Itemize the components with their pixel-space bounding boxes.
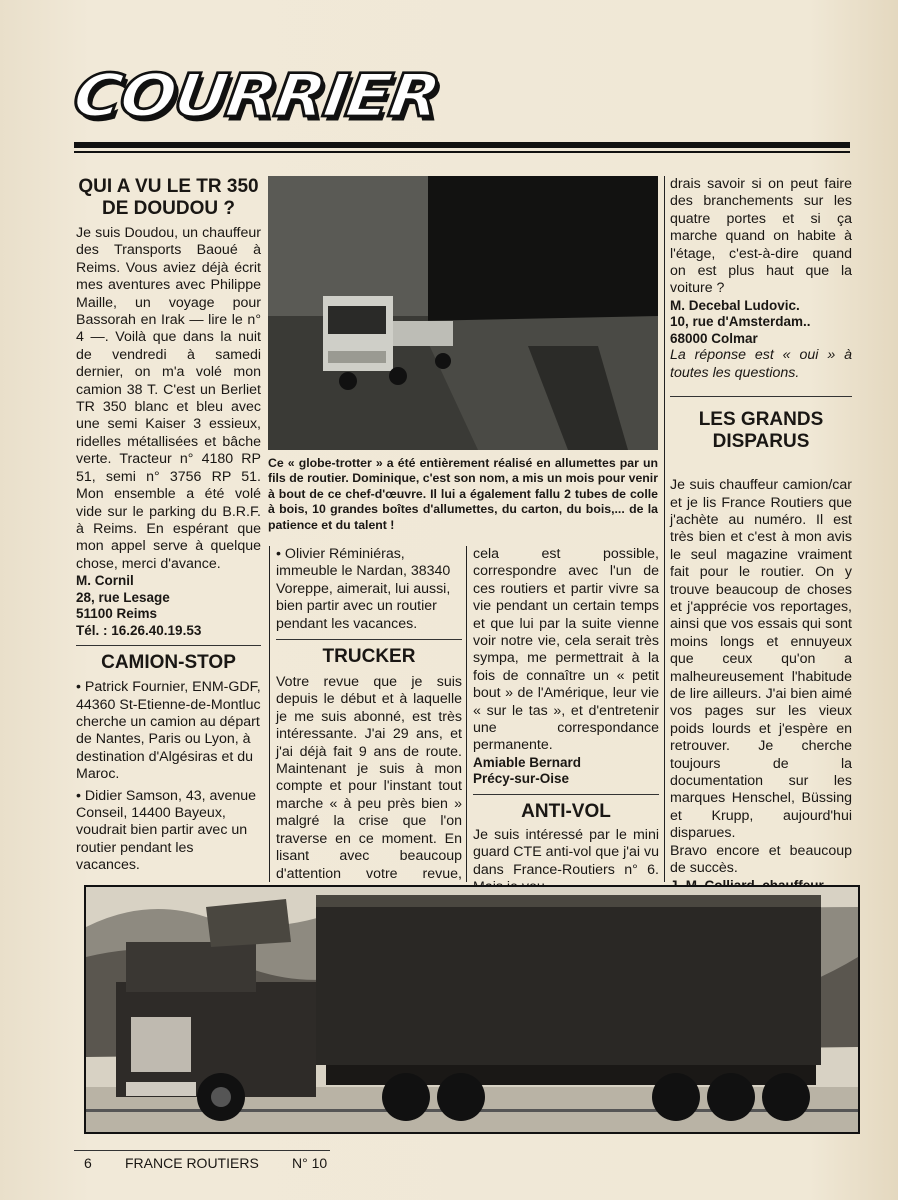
column-3 — [473, 546, 659, 897]
heading-grands-disparus: LES GRANDS DISPARUS — [698, 409, 824, 453]
matchstick-truck-photo — [268, 176, 658, 450]
issue-number: N° 10 — [292, 1155, 328, 1171]
column-2 — [276, 546, 462, 918]
signature-city: 51100 Reims — [76, 606, 158, 622]
signature-name: M. Decebal Ludovic. — [670, 297, 800, 313]
letter-anti-vol: Je suis intéressé par le mini guard CTE anti-vol que j'ai vu dans France-Routiers n° 6. — [473, 826, 659, 878]
signature-street: 28, rue Lesage — [76, 589, 170, 605]
signature-name: M. Cornil — [76, 573, 134, 589]
truck-illustration — [84, 885, 860, 1134]
letter-trucker: Votre revue que je suis depuis le début et à laquelle je me suis abonné, est très intéressante. J'ai 29 ans, et j'ai déjà fait 9 ans de route. Maintenant je suis à mon compte et pour l'instant tout marche « à peu près bien » malgré la crise que l'on traverse en ce moment. En lisant avec beaucoup d'attention votre revue, — [276, 674, 462, 882]
letter-trucker-continued: cela est possible, correspondre avec l'un de ces routiers et partir vivre sa vie pendant un certain temps et que lui par la suite vienne voir notre vie, cela serait très sympa, me permettrait à la fois de connaître un « petit bout » de l'Amérique, leur vie « sur le tas », et d'entretenir une correspondance permanente. — [473, 546, 659, 754]
title-rule-thick — [74, 142, 850, 148]
signature-street: 10, rue d'Amsterdam.. — [670, 314, 811, 330]
column-divider — [269, 546, 270, 882]
letter-grands-disparus: Je suis chauffeur camion/car et je lis France Routiers que j'achète au numéro. Il est très bien et c'est à mon avis le seul magazine vraiment fait pour le routier. On y trouve beaucoup de choses et j'apprécie vos reportages, ainsi que vos essais qui sont moins longs et ennuyeux que ceux qu'on a malheureusement l'habitude de lire ailleurs. J'ai bien aimé vos pages sur les vieux poids lourds et j'espère en retrouver. Je cherche toujours de la documentation sur les marques Henschel, Büssing et Krupp, aujourd'hui disparues. — [670, 477, 852, 842]
signature-name: Amiable Bernard — [473, 754, 582, 770]
editor-reply: La réponse est « oui » à toutes les questions. — [670, 347, 852, 381]
section-title: COURRIER — [69, 60, 444, 131]
heading-trucker: TRUCKER — [322, 646, 416, 668]
letter-doudou: Je suis Doudou, un chauffeur des Transports Baoué à Reims. Vous aviez déjà écrit mes aventures avec Philippe Maille, un voyage pour Bassorah en Irak — lire le n° 4 —. Voilà que dans la nuit de vendredi à samedi dernier, on m'a volé mon camion 38 T. C'est un Berliet TR 350 blanc et bleu avec une semi Kaiser 3 essieux, ridelles métallisées et bâche verte. Tracteur n° 4180 RP 51, semi n° 3756 RP 51. Mon ensemble a été volé vide sur le parking du B.R.F. à Reims. En espérant que mon appel serve à quelque chose, merci d'avance. — [76, 225, 261, 572]
ad-fournier: • Patrick Fournier, ENM-GDF, 44360 St-Etienne-de-Montluc cherche un camion au départ de Nantes, Paris ou Lyon, à destination d'Algésiras et du Maroc. — [76, 679, 261, 783]
column-divider — [466, 546, 467, 882]
title-rule-thin — [74, 151, 850, 153]
signature-city: 68000 Colmar — [670, 330, 758, 346]
letter-anti-vol-continued: drais savoir si on peut faire des branchements sur les quatre portes et si ça marche quand on habite à l'étage, c'est-à-dire quand on est plus haut que la voiture ? — [670, 176, 852, 297]
separator — [76, 645, 261, 646]
heading-tr350: QUI A VU LE TR 350 DE DOUDOU ? — [78, 176, 259, 219]
ad-samson: • Didier Samson, 43, avenue Conseil, 14400 Bayeux, voudrait bien partir avec un routier pendant les vacances. — [76, 787, 257, 874]
signature-city: Précy-sur-Oise — [473, 771, 570, 787]
column-1 — [76, 176, 261, 875]
magazine-name: FRANCE ROUTIERS — [125, 1155, 259, 1171]
page-number: 6 — [84, 1155, 92, 1171]
photo-caption: Ce « globe-trotter » a été entièrement réalisé en allumettes par un fils de routier. Dominique, c'est son nom, a mis un mois pour venir à bout de ce chef-d'œuvre. Il lui a également fallu 2 tubes de colle à bois, 10 grandes boîtes d'allumettes, du carton, du bois,... de la patience et du talent ! — [268, 456, 658, 532]
column-divider — [664, 176, 665, 882]
column-4 — [670, 176, 852, 911]
heading-camion-stop: CAMION-STOP — [101, 652, 236, 674]
separator — [473, 794, 659, 795]
footer-rule — [74, 1150, 330, 1151]
heading-anti-vol: ANTI-VOL — [521, 800, 611, 822]
letter-closing: Bravo encore et beaucoup de succès. — [670, 842, 852, 877]
separator — [670, 396, 852, 397]
ad-reminieras: • Olivier Réminiéras, immeuble le Nardan, 38340 Voreppe, aimerait, lui aussi, bien partir avec un routier pendant les vacances. — [276, 546, 451, 632]
signature-phone: Tél. : 16.26.40.19.53 — [76, 622, 202, 638]
separator — [276, 639, 462, 640]
